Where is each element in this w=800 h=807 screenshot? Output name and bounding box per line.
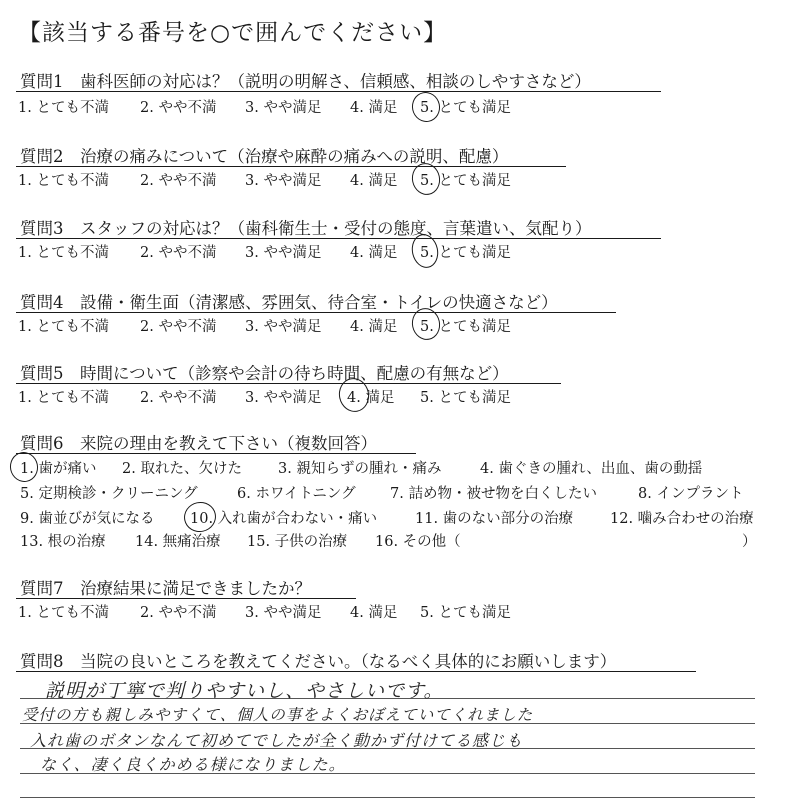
- q6-option-2[interactable]: 2. 取れた、欠けた: [122, 461, 242, 477]
- q7-option-3[interactable]: 3. やや満足: [245, 605, 322, 621]
- question-3-underline: [16, 238, 661, 239]
- q4-option-4[interactable]: 4. 満足: [350, 319, 398, 335]
- q6-option-15[interactable]: 15. 子供の治療: [247, 534, 348, 550]
- q5-option-2[interactable]: 2. やや不満: [140, 390, 217, 406]
- q4-option-2[interactable]: 2. やや不満: [140, 319, 217, 335]
- q6-option-16[interactable]: 16. その他（: [375, 534, 461, 550]
- q6-option-7[interactable]: 7. 詰め物・被せ物を白くしたい: [390, 486, 597, 502]
- q1-option-1[interactable]: 1. とても不満: [18, 100, 109, 116]
- q6-option-3[interactable]: 3. 親知らずの腫れ・痛み: [278, 461, 442, 477]
- question-8-title: 質問8 当院の良いところを教えてください。（なるべく具体的にお願いします）: [20, 652, 617, 671]
- q3-option-4[interactable]: 4. 満足: [350, 245, 398, 261]
- handwritten-line-1: 説明が丁寧で判りやすいし、やさしいです。: [45, 680, 444, 702]
- q5-option-4[interactable]: 4. 満足: [347, 390, 395, 406]
- q1-option-4[interactable]: 4. 満足: [350, 100, 398, 116]
- q1-answer-circle: [409, 89, 443, 124]
- q7-option-5[interactable]: 5. とても満足: [420, 605, 511, 621]
- q6-option-11[interactable]: 11. 歯のない部分の治療: [415, 511, 574, 527]
- q7-option-1[interactable]: 1. とても不満: [18, 605, 109, 621]
- q6-option-8[interactable]: 8. インプラント: [638, 486, 744, 502]
- handwritten-line-3: 入れ歯のボタンなんて初めてでしたが全く動かず付けてる感じも: [30, 731, 524, 750]
- question-1-title: 質問1 歯科医師の対応は？（説明の明解さ、信頼感、相談のしやすさなど）: [20, 72, 591, 91]
- q3-option-1[interactable]: 1. とても不満: [18, 245, 109, 261]
- question-4-underline: [16, 312, 616, 313]
- q6-option-12[interactable]: 12. 噛み合わせの治療: [610, 511, 754, 527]
- question-7-underline: [16, 598, 356, 599]
- q1-option-2[interactable]: 2. やや不満: [140, 100, 217, 116]
- question-7-title: 質問7 治療結果に満足できましたか？: [20, 579, 311, 598]
- q3-option-2[interactable]: 2. やや不満: [140, 245, 217, 261]
- question-2-underline: [16, 166, 566, 167]
- q7-option-2[interactable]: 2. やや不満: [140, 605, 217, 621]
- q5-option-3[interactable]: 3. やや満足: [245, 390, 322, 406]
- q2-option-1[interactable]: 1. とても不満: [18, 173, 109, 189]
- q7-option-4[interactable]: 4. 満足: [350, 605, 398, 621]
- question-5-title: 質問5 時間について（診察や会計の待ち時間、配慮の有無など）: [20, 364, 509, 383]
- q6-option-6[interactable]: 6. ホワイトニング: [237, 486, 356, 502]
- q1-option-3[interactable]: 3. やや満足: [245, 100, 322, 116]
- q2-option-3[interactable]: 3. やや満足: [245, 173, 322, 189]
- q4-option-1[interactable]: 1. とても不満: [18, 319, 109, 335]
- question-5-underline: [16, 383, 561, 384]
- q3-option-3[interactable]: 3. やや満足: [245, 245, 322, 261]
- q5-option-1[interactable]: 1. とても不満: [18, 390, 109, 406]
- question-6-underline: [16, 453, 416, 454]
- handwritten-line-2: 受付の方も親しみやすくて、個人の事をよくおぼえていてくれました: [22, 706, 534, 724]
- question-6-title: 質問6 来院の理由を教えて下さい（複数回答）: [20, 434, 377, 453]
- question-1-underline: [16, 91, 661, 92]
- q2-option-4[interactable]: 4. 満足: [350, 173, 398, 189]
- q4-option-5[interactable]: 5. とても満足: [420, 319, 511, 335]
- q6-option-10[interactable]: 10. 入れ歯が合わない・痛い: [190, 511, 378, 527]
- q6-option-5[interactable]: 5. 定期検診・クリーニング: [20, 486, 198, 502]
- q2-option-5[interactable]: 5. とても満足: [420, 173, 511, 189]
- q6-option-4[interactable]: 4. 歯ぐきの腫れ、出血、歯の動揺: [480, 461, 703, 477]
- q6-option-14[interactable]: 14. 無痛治療: [135, 534, 221, 550]
- q4-option-3[interactable]: 3. やや満足: [245, 319, 322, 335]
- q6-option-1[interactable]: 1. 歯が痛い: [20, 461, 97, 477]
- q3-option-5[interactable]: 5. とても満足: [420, 245, 511, 261]
- question-4-title: 質問4 設備・衛生面（清潔感、雰囲気、待合室・トイレの快適さなど）: [20, 293, 558, 312]
- instruction-heading: 【該当する番号を○で囲んでください】: [18, 20, 448, 46]
- question-8-underline: [16, 671, 696, 672]
- q6-option-13[interactable]: 13. 根の治療: [20, 534, 106, 550]
- q6-option-9[interactable]: 9. 歯並びが気になる: [20, 511, 155, 527]
- question-3-title: 質問3 スタッフの対応は？（歯科衛生士・受付の態度、言葉遣い、気配り）: [20, 219, 592, 238]
- q2-option-2[interactable]: 2. やや不満: [140, 173, 217, 189]
- answer-line-5: [20, 797, 755, 798]
- q6-answer-circle-1: [7, 449, 41, 484]
- q5-option-5[interactable]: 5. とても満足: [420, 390, 511, 406]
- q1-option-5[interactable]: 5. とても満足: [420, 100, 511, 116]
- handwritten-line-4: なく、凄く良くかめる様になりました。: [40, 755, 346, 774]
- question-2-title: 質問2 治療の痛みについて（治療や麻酔の痛みへの説明、配慮）: [20, 147, 509, 166]
- q6-option-16-close: ）: [742, 534, 757, 550]
